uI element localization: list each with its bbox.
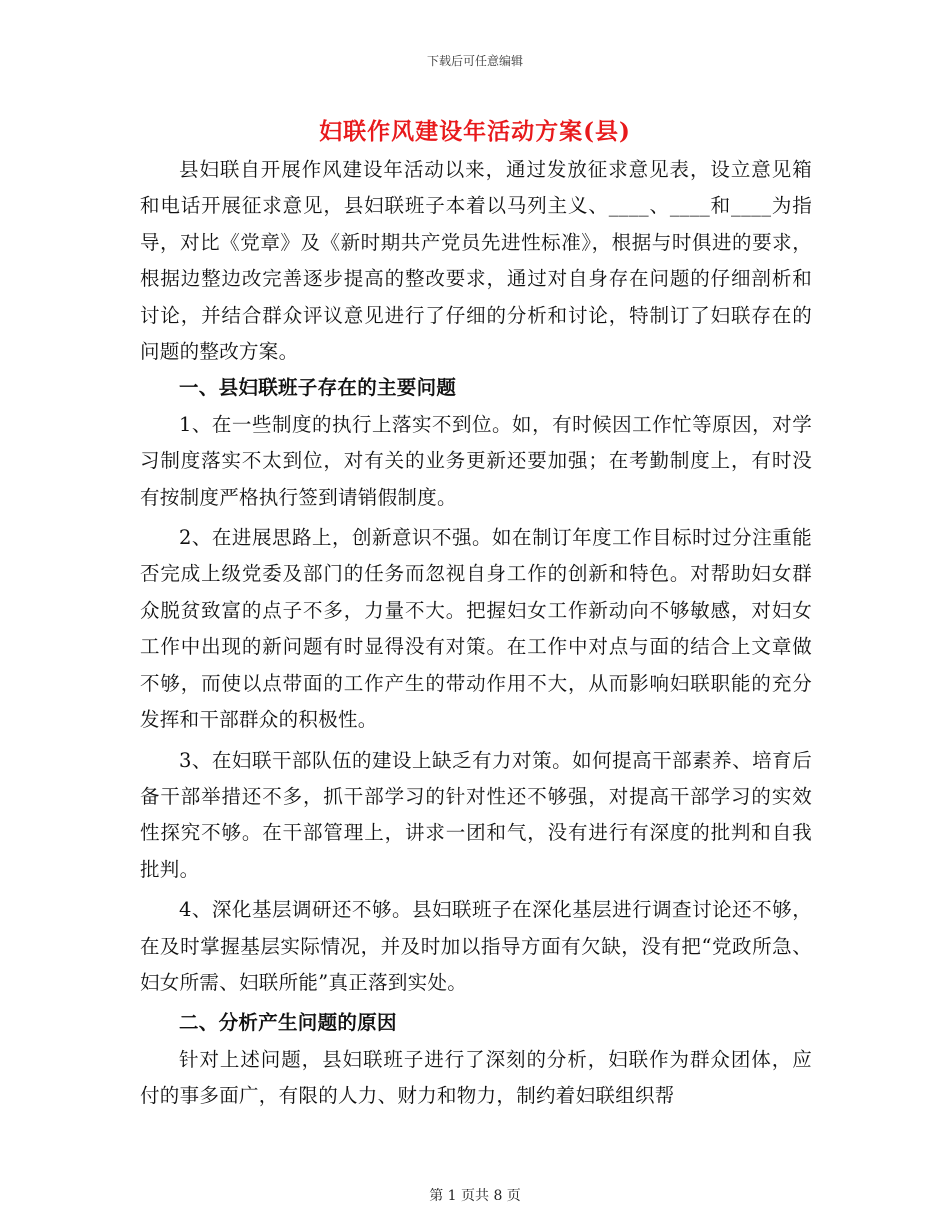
intro-paragraph: 县妇联自开展作风建设年活动以来，通过发放征求意见表，设立意见箱和电话开展征求意见，县妇联班子本着以马列主义、____、____和____为指导，对比《党章》及《新时期共产党员先进性标准》，根据与时俱进的要求，根据边整边改完善逐步提高的整改要求，通过对自身存在问题的仔细剖析和讨论，并结合群众评议意见进行了仔细的分析和讨论，特制订了妇联存在的问题的整改方案。 [140,158,812,364]
problem-paragraph-3: 3、在妇联干部队伍的建设上缺乏有力对策。如何提高干部素养、培育后备干部举措还不多，抓干部学习的针对性还不够强，对提高干部学习的实效性探究不够。在干部管理上，讲求一团和气，没有进行有深度的批判和自我批判。 [140,748,812,881]
page-number-footer: 第 1 页共 8 页 [429,1188,521,1204]
section-heading-2: 二、分析产生问题的原因 [179,1011,397,1035]
document-title: 妇联作风建设年活动方案(县) [319,118,631,145]
problem-paragraph-4: 4、深化基层调研还不够。县妇联班子在深化基层进行调查讨论还不够，在及时掌握基层实际情况，并及时加以指导方面有欠缺，没有把“党政所急、妇女所需、妇联所能”真正落到实处。 [140,898,812,994]
header-note: 下载后可任意编辑 [426,54,523,68]
problem-paragraph-2: 2、在进展思路上，创新意识不强。如在制订年度工作目标时过分注重能否完成上级党委及部门的任务而忽视自身工作的创新和特色。对帮助妇女群众脱贫致富的点子不多，力量不大。把握妇女工作新动向不够敏感，对妇女工作中出现的新问题有时显得没有对策。在工作中对点与面的结合上文章做不够，而使以点带面的工作产生的带动作用不大，从而影响妇联职能的充分发挥和干部群众的积极性。 [140,526,812,732]
problem-paragraph-1: 1、在一些制度的执行上落实不到位。如，有时候因工作忙等原因，对学习制度落实不太到位，对有关的业务更新还要加强；在考勤制度上，有时没有按制度严格执行签到请销假制度。 [140,412,812,509]
cause-paragraph: 针对上述问题，县妇联班子进行了深刻的分析，妇联作为群众团体，应付的事多面广，有限的人力、财力和物力，制约着妇联组织帮 [140,1047,812,1108]
document-body [140,152,812,1115]
section-heading-1: 一、县妇联班子存在的主要问题 [179,376,457,400]
